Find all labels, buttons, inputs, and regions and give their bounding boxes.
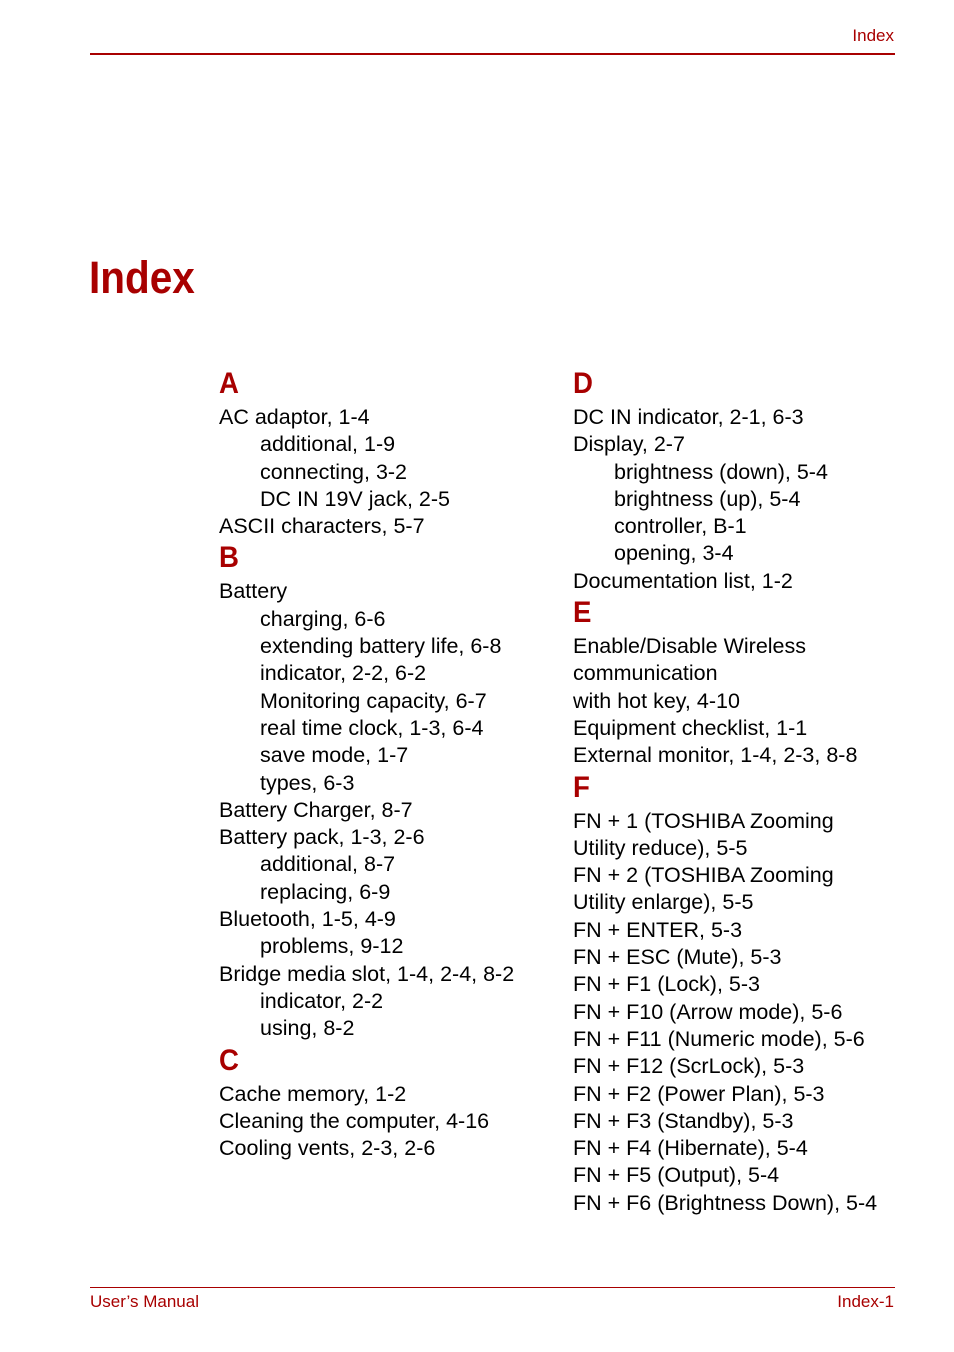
index-entry: FN + F10 (Arrow mode), 5-6 <box>573 999 843 1024</box>
index-entry: Cooling vents, 2-3, 2-6 <box>219 1136 436 1161</box>
index-letter-heading: C <box>219 1043 239 1077</box>
index-group <box>573 770 913 1217</box>
index-letter-heading: A <box>219 367 239 400</box>
index-subentry: Monitoring capacity, 6-7 <box>260 688 487 713</box>
index-entry: FN + F2 (Power Plan), 5-3 <box>573 1081 825 1106</box>
index-entry: Equipment checklist, 1-1 <box>573 715 808 740</box>
index-entry: Bridge media slot, 1-4, 2-4, 8-2 <box>219 961 515 986</box>
index-subentry: opening, 3-4 <box>614 541 734 566</box>
index-entry: FN + F3 (Standby), 5-3 <box>573 1108 794 1133</box>
index-entry: FN + ENTER, 5-3 <box>573 917 743 942</box>
index-group <box>219 366 559 540</box>
index-entry: ASCII characters, 5-7 <box>219 514 425 539</box>
index-entry: Cleaning the computer, 4-16 <box>219 1108 490 1133</box>
index-subentry: connecting, 3-2 <box>260 459 408 484</box>
page-title: Index <box>89 252 195 303</box>
index-entry: Enable/Disable Wireless <box>573 634 807 659</box>
index-subentry: brightness (down), 5-4 <box>614 459 828 484</box>
index-entry: communication <box>573 661 718 686</box>
index-subentry: charging, 6-6 <box>260 606 386 631</box>
index-entry: FN + 2 (TOSHIBA Zooming <box>573 863 834 888</box>
index-subentry: save mode, 1-7 <box>260 743 409 768</box>
index-group <box>219 1043 559 1163</box>
index-column-left <box>219 366 559 1162</box>
index-entry: FN + F11 (Numeric mode), 5-6 <box>573 1026 865 1051</box>
index-subentry: additional, 1-9 <box>260 432 396 457</box>
index-subentry: indicator, 2-2, 6-2 <box>260 661 427 686</box>
index-subentry: types, 6-3 <box>260 770 355 795</box>
index-subentry: DC IN 19V jack, 2-5 <box>260 486 450 511</box>
index-entry: Battery pack, 1-3, 2-6 <box>219 825 425 850</box>
index-subentry: brightness (up), 5-4 <box>614 486 801 511</box>
index-subentry: replacing, 6-9 <box>260 879 391 904</box>
index-entry: FN + F5 (Output), 5-4 <box>573 1163 780 1188</box>
footer-page-number: Index-1 <box>837 1292 894 1311</box>
index-subentry: using, 8-2 <box>260 1016 355 1041</box>
index-subentry: real time clock, 1-3, 6-4 <box>260 715 484 740</box>
index-letter-heading: B <box>219 541 239 575</box>
index-entry: Cache memory, 1-2 <box>219 1081 407 1106</box>
index-entry: AC adaptor, 1-4 <box>219 405 370 429</box>
index-group <box>573 366 913 595</box>
index-entry: Bluetooth, 1-5, 4-9 <box>219 907 396 932</box>
index-entry: FN + F1 (Lock), 5-3 <box>573 972 760 997</box>
index-entry: FN + ESC (Mute), 5-3 <box>573 945 782 970</box>
index-entry: DC IN indicator, 2-1, 6-3 <box>573 405 804 429</box>
index-subentry: indicator, 2-2 <box>260 988 384 1013</box>
header-rule <box>90 53 895 55</box>
index-group <box>219 540 559 1042</box>
index-letter-heading: F <box>573 770 590 804</box>
index-entry: FN + F12 (ScrLock), 5-3 <box>573 1054 805 1079</box>
index-group <box>573 595 913 769</box>
index-letter-heading: D <box>573 367 593 400</box>
footer-rule <box>90 1287 895 1288</box>
index-subentry: additional, 8-7 <box>260 852 396 877</box>
index-column-right <box>573 366 913 1217</box>
index-entry: Display, 2-7 <box>573 432 685 457</box>
index-entry: FN + 1 (TOSHIBA Zooming <box>573 808 834 833</box>
index-entry: with hot key, 4-10 <box>573 688 740 713</box>
index-entry: External monitor, 1-4, 2-3, 8-8 <box>573 743 858 768</box>
index-letter-heading: E <box>573 596 592 630</box>
index-entry: FN + F4 (Hibernate), 5-4 <box>573 1136 808 1161</box>
index-subentry: controller, B-1 <box>614 514 747 539</box>
header-section-label: Index <box>852 26 894 45</box>
index-entry: Battery Charger, 8-7 <box>219 797 413 822</box>
index-subentry: extending battery life, 6-8 <box>260 634 502 659</box>
index-subentry: problems, 9-12 <box>260 934 404 959</box>
footer-manual-title: User’s Manual <box>90 1292 199 1311</box>
index-entry: FN + F6 (Brightness Down), 5-4 <box>573 1190 878 1215</box>
index-entry: Utility reduce), 5-5 <box>573 835 748 860</box>
index-entry: Utility enlarge), 5-5 <box>573 890 754 915</box>
index-entry: Documentation list, 1-2 <box>573 568 793 593</box>
index-entry: Battery <box>219 579 288 604</box>
